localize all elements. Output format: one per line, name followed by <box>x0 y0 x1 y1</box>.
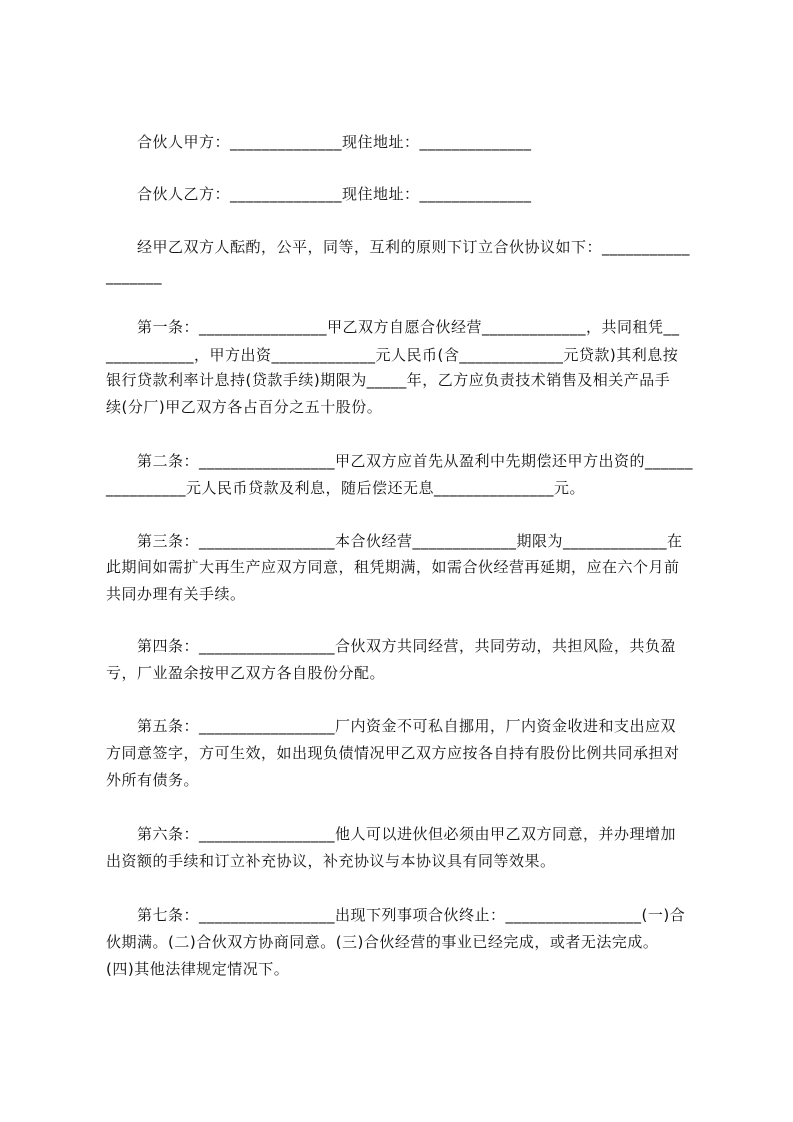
article-5-line-2: 方同意签字，方可生效，如出现负债情况甲乙双方应按各自持有股份比例共同承担对 <box>106 744 680 762</box>
article-5-line-1: 第五条：_________________厂内资金不可私自挪用，厂内资金收进和支出应双 <box>137 717 677 735</box>
party-a-line: 合伙人甲方：______________现住地址：______________ <box>137 133 532 151</box>
article-4-line-1: 第四条：_________________合伙双方共同经营，共同劳动，共担风险，共负盈 <box>137 637 677 655</box>
article-4-line-2: 亏，厂业盈余按甲乙双方各自股份分配。 <box>106 664 386 682</box>
article-2-line-1: 第二条：_________________甲乙双方应首先从盈利中先期偿还甲方出资的______ <box>137 452 694 470</box>
article-1-line-4: 续(分厂)甲乙双方各占百分之五十股份。 <box>106 398 383 416</box>
article-2-line-2: __________元人民币贷款及利息，随后偿还无息_______________元。 <box>106 479 586 497</box>
article-6-line-2: 出资额的手续和订立补充协议，补充协议与本协议具有同等效果。 <box>106 852 556 870</box>
article-6-line-1: 第六条：_________________他人可以进伙但必须由甲乙双方同意，并办理增加 <box>137 825 677 843</box>
article-1-line-3: 银行贷款利率计息持(贷款手续)期限为_____年，乙方应负责技术销售及相关产品手 <box>106 371 671 389</box>
article-7-line-2: 伙期满。(二)合伙双方协商同意。(三)合伙经营的事业已经完成，或者无法完成。 <box>106 933 659 951</box>
article-3-line-2: 此期间如需扩大再生产应双方同意，租凭期满，如需合伙经营再延期，应在六个月前 <box>106 558 680 576</box>
intro-line-1: 经甲乙双方人酝酌，公平，同等，互利的原则下订立合伙协议如下：___________ <box>137 238 691 256</box>
article-3-line-3: 共同办理有关手续。 <box>106 585 246 603</box>
article-1-line-1: 第一条：________________甲乙双方自愿合伙经营_____________，共同租凭__ <box>137 318 680 336</box>
article-1-line-2: ___________，甲方出资_____________元人民币(含_____________元贷款)其利息按 <box>106 346 679 364</box>
article-5-line-3: 外所有债务。 <box>106 771 200 789</box>
intro-line-2: _______ <box>106 267 162 285</box>
article-3-line-1: 第三条：_________________本合伙经营_____________期限为_____________在 <box>137 532 683 550</box>
article-7-line-3: (四)其他法律规定情况下。 <box>106 960 290 978</box>
article-7-line-1: 第七条：_________________出现下列事项合伙终止：_________________(一)合 <box>137 906 686 924</box>
party-b-line: 合伙人乙方：______________现住地址：______________ <box>137 185 532 203</box>
